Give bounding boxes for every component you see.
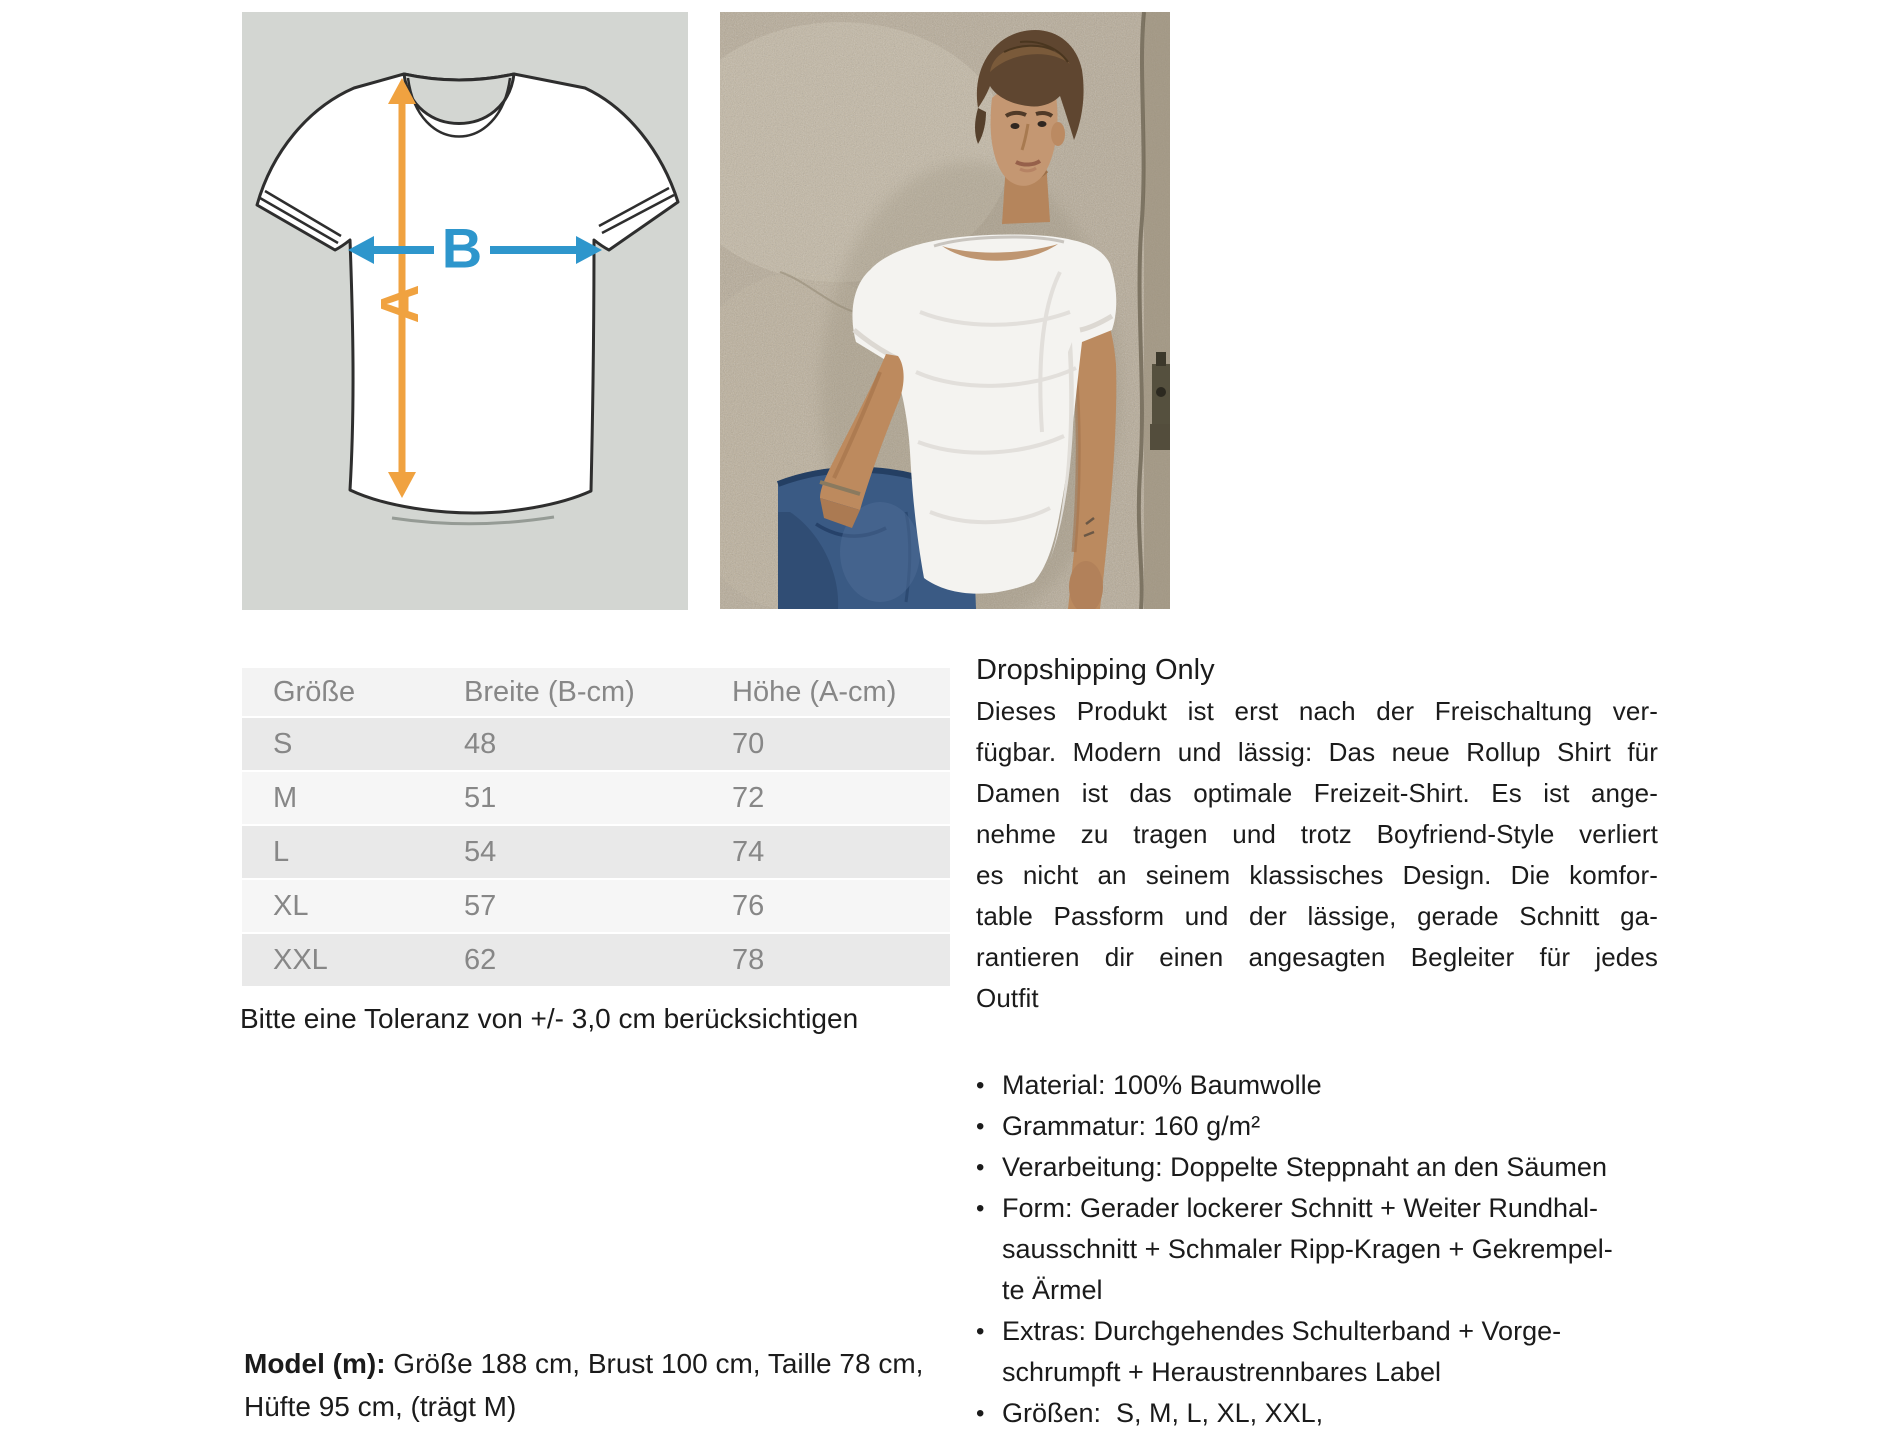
model-info-line2: Hüfte 95 cm, (trägt M)	[244, 1391, 517, 1422]
list-item-text: Größen: S, M, L, XL, XXL,	[1002, 1398, 1324, 1428]
bullet-icon: •	[976, 1195, 985, 1222]
list-item	[976, 1188, 1658, 1229]
list-item-text: te Ärmel	[1002, 1275, 1103, 1305]
tolerance-note: Bitte eine Toleranz von +/- 3,0 cm berücksichtigen	[240, 1003, 859, 1034]
bullet-icon: •	[976, 1072, 985, 1099]
size-diagram	[242, 12, 688, 610]
list-item-text: Verarbeitung: Doppelte Steppnaht an den Säumen	[1002, 1152, 1607, 1182]
list-item-text: Grammatur: 160 g/m²	[1002, 1111, 1261, 1141]
table-row	[242, 880, 950, 934]
cell-breite: 54	[464, 835, 497, 868]
list-item-text: sausschnitt + Schmaler Ripp-Kragen + Gekrempel-	[1002, 1234, 1613, 1264]
list-item-text: Form: Gerader lockerer Schnitt + Weiter Rundhal-	[1002, 1193, 1598, 1223]
ear	[1051, 122, 1065, 146]
list-item	[976, 1106, 1658, 1147]
cell-hoehe: 78	[732, 943, 765, 976]
column-header-hoehe: Höhe (A-cm)	[732, 675, 897, 708]
bullet-icon: •	[976, 1113, 985, 1140]
description-paragraph-line: Damen ist das optimale Freizeit-Shirt. Es ist ange-	[976, 778, 1658, 808]
wall-latch	[1150, 352, 1170, 450]
measure-label-a: A	[370, 284, 430, 324]
list-item	[976, 1270, 1658, 1311]
cell-hoehe: 74	[732, 835, 765, 868]
table-row	[242, 934, 950, 988]
bullet-icon: •	[976, 1154, 985, 1181]
list-item	[976, 1147, 1658, 1188]
description-paragraph-line: es nicht an seinem klassisches Design. Die komfor-	[976, 860, 1658, 890]
table-row	[242, 772, 950, 826]
description-spacer	[976, 1019, 1658, 1065]
description-title: Dropshipping Only	[976, 654, 1215, 686]
list-item-text: Extras: Durchgehendes Schulterband + Vorge-	[1002, 1316, 1562, 1346]
bullet-icon	[976, 1229, 1002, 1270]
description-paragraph-line: Outfit	[976, 983, 1039, 1013]
model-info-label: Model (m):	[244, 1348, 386, 1379]
cell-breite: 57	[464, 889, 497, 922]
list-item-text: Material: 100% Baumwolle	[1002, 1070, 1322, 1100]
cell-hoehe: 72	[732, 781, 765, 814]
list-item	[976, 1229, 1658, 1270]
table-row	[242, 826, 950, 880]
table-row	[242, 718, 950, 772]
description-paragraph-line: fügbar. Modern und lässig: Das neue Rollup Shirt für	[976, 737, 1658, 767]
description-paragraph	[976, 691, 1658, 1019]
model-photo-illustration	[720, 12, 1170, 609]
cell-groesse: L	[273, 835, 290, 868]
cell-hoehe: 76	[732, 889, 765, 922]
description-bullet-list	[976, 1065, 1658, 1434]
bullet-icon: •	[976, 1400, 985, 1427]
column-header-breite: Breite (B-cm)	[464, 675, 635, 708]
measure-label-b: B	[441, 216, 483, 280]
list-item-text: schrumpft + Heraustrennbares Label	[1002, 1357, 1441, 1387]
cell-breite: 48	[464, 727, 497, 760]
cell-groesse: XL	[273, 889, 309, 922]
model-info	[244, 1342, 1014, 1428]
cell-hoehe: 70	[732, 727, 765, 760]
column-header-groesse: Größe	[273, 675, 356, 708]
cell-groesse: S	[273, 727, 293, 760]
cell-groesse: XXL	[273, 943, 328, 976]
product-description	[976, 650, 1658, 1434]
cell-breite: 51	[464, 781, 497, 814]
list-item	[976, 1311, 1658, 1352]
bullet-icon	[976, 1270, 1002, 1311]
wall-corner	[1144, 12, 1170, 609]
product-photo	[720, 12, 1170, 609]
size-table-body	[242, 718, 950, 988]
bullet-icon: •	[976, 1318, 985, 1345]
size-table	[242, 668, 950, 988]
tshirt-measure-diagram	[242, 12, 688, 610]
description-paragraph-line: Dieses Produkt ist erst nach der Freischaltung ver-	[976, 696, 1658, 726]
list-item	[976, 1393, 1658, 1434]
description-paragraph-line: table Passform und der lässige, gerade Schnitt ga-	[976, 901, 1658, 931]
model-info-line1	[244, 1342, 1014, 1385]
list-item	[976, 1065, 1658, 1106]
bullet-icon	[976, 1352, 1002, 1393]
cell-breite: 62	[464, 943, 497, 976]
list-item	[976, 1352, 1658, 1393]
size-table-header	[242, 668, 950, 718]
cell-groesse: M	[273, 781, 298, 814]
description-paragraph-line: nehme zu tragen und trotz Boyfriend-Style verliert	[976, 819, 1658, 849]
description-paragraph-line: rantieren dir einen angesagten Begleiter für jedes	[976, 942, 1658, 972]
eye-left	[1011, 123, 1020, 129]
model-info-measurements: Größe 188 cm, Brust 100 cm, Taille 78 cm,	[385, 1348, 924, 1379]
eye-right	[1038, 121, 1047, 127]
